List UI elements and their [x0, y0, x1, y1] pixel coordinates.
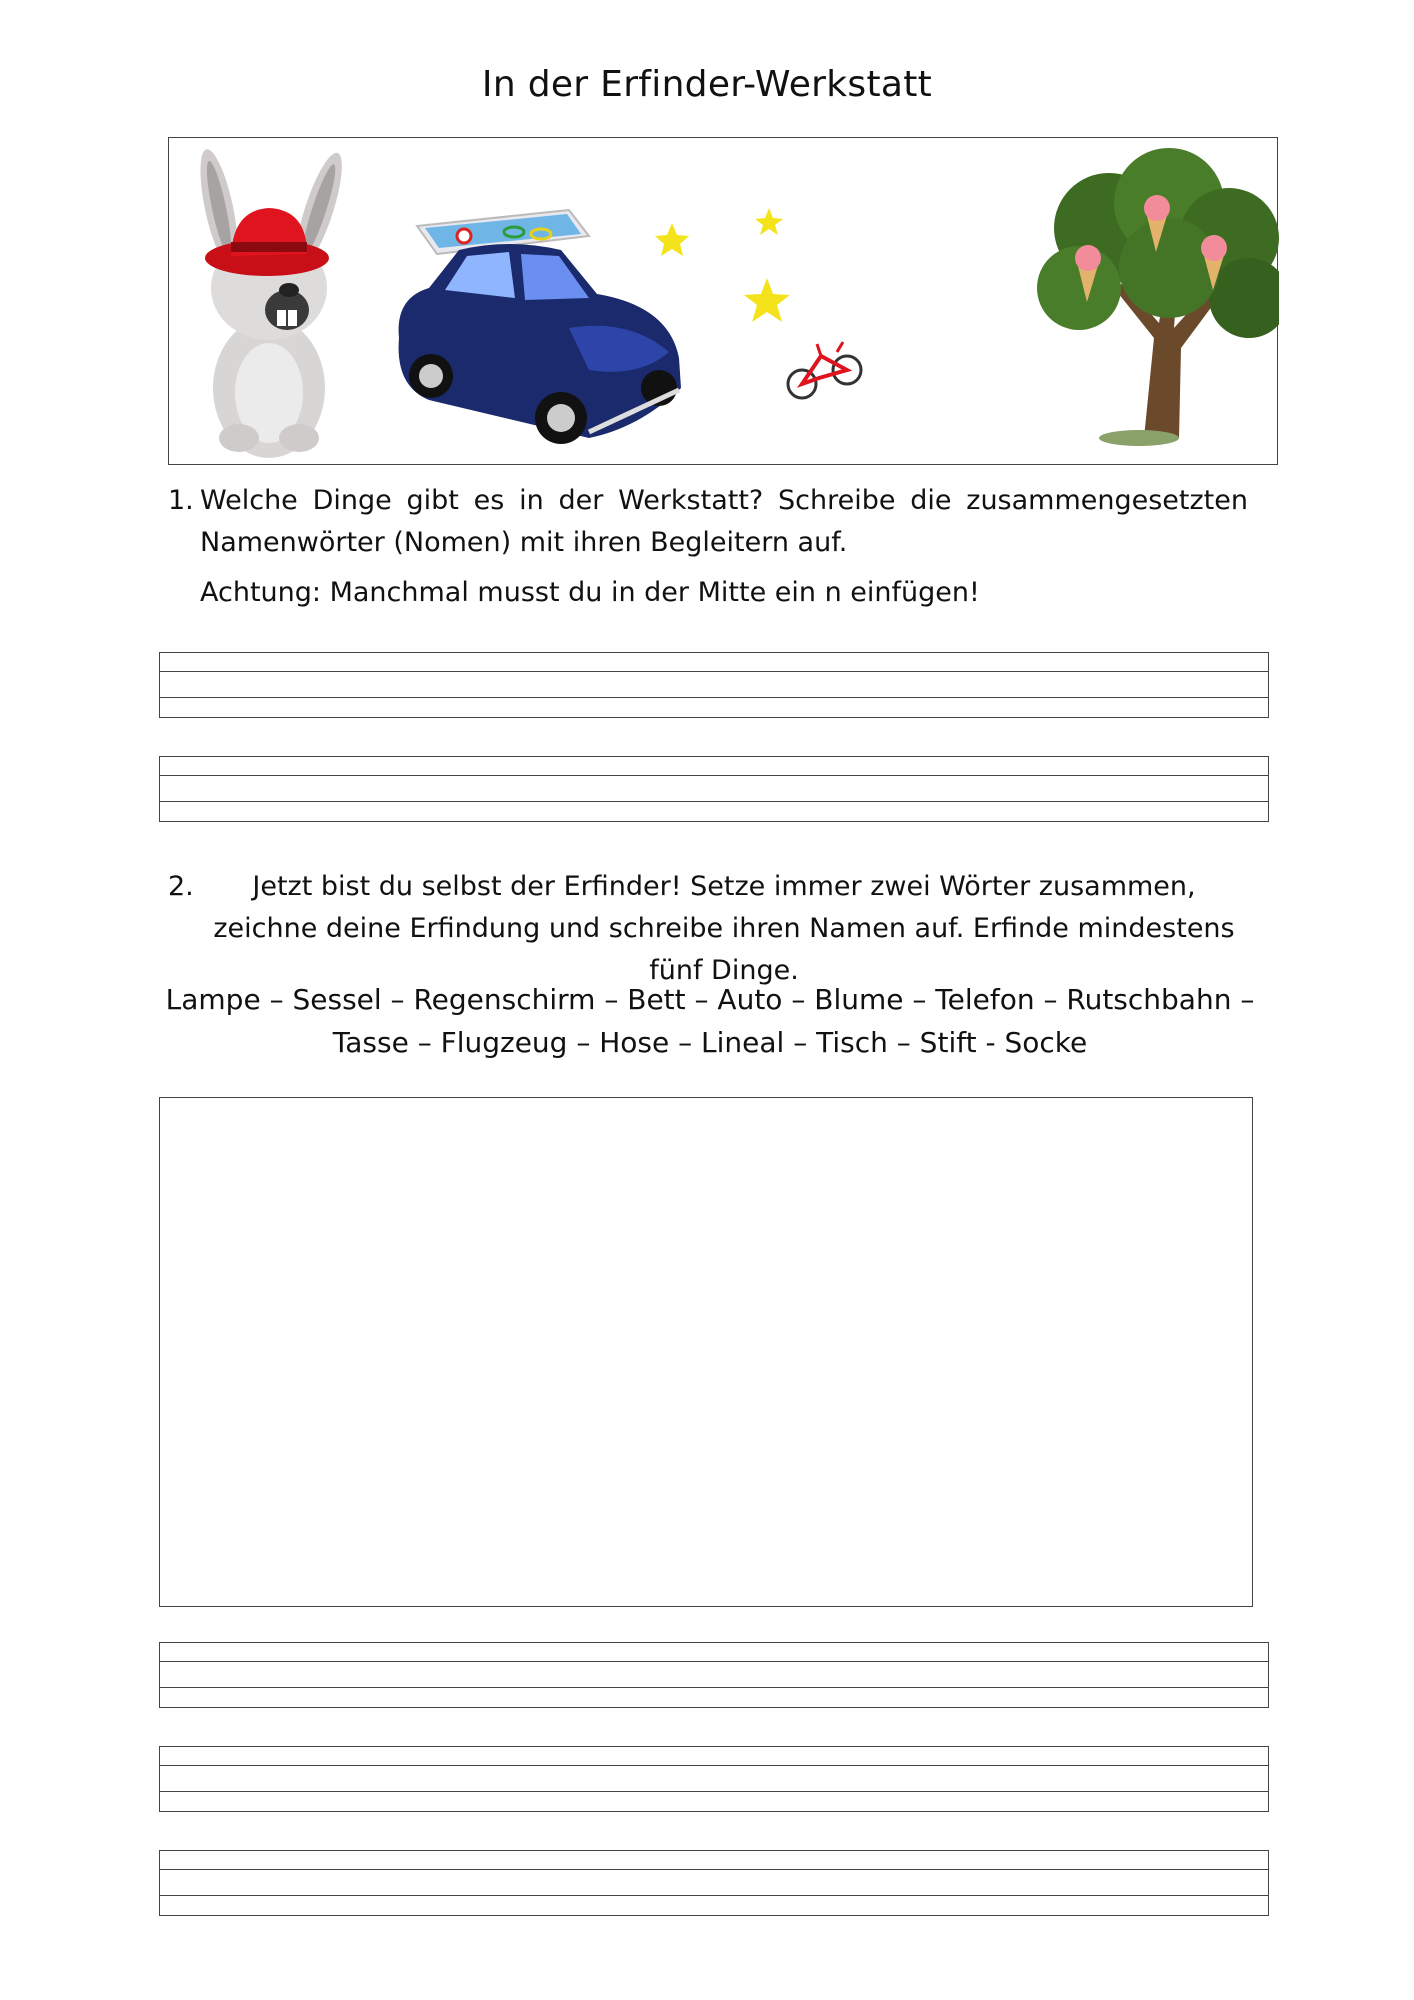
writing-lines[interactable] [159, 1850, 1269, 1916]
drawing-box[interactable] [159, 1097, 1253, 1607]
rabbit-with-hat-illustration [193, 146, 351, 458]
writing-lines[interactable] [159, 1642, 1269, 1708]
task-1-note: Achtung: Manchmal musst du in der Mitte ein n einfügen! [200, 577, 980, 608]
line [160, 671, 1268, 672]
task-1-text: Welche Dinge gibt es in der Werkstatt? Schreibe die zusammengesetzten Namenwörter (Nomen) mit ihren Begleitern auf. [200, 485, 1248, 558]
line [160, 801, 1268, 802]
writing-lines[interactable] [159, 756, 1269, 822]
writing-lines[interactable] [159, 1746, 1269, 1812]
moon-with-bicycle-illustration [655, 166, 948, 426]
line [160, 1765, 1268, 1766]
car-with-pool-illustration [399, 210, 681, 444]
word-list-line-2: Tasse – Flugzeug – Hose – Lineal – Tisch – Stift - Socke [332, 1026, 1088, 1059]
line [160, 1791, 1268, 1792]
line [160, 775, 1268, 776]
line [160, 1895, 1268, 1896]
task-2-number: 2. [168, 871, 194, 902]
tree-with-ice-cream-illustration [1037, 148, 1279, 446]
illustration-art [169, 138, 1279, 466]
illustration-panel [168, 137, 1278, 465]
line [160, 697, 1268, 698]
task-1-number: 1. [168, 485, 194, 516]
page-title: In der Erfinder-Werkstatt [481, 64, 933, 105]
line [160, 1661, 1268, 1662]
task-2-text: Jetzt bist du selbst der Erfinder! Setze immer zwei Wörter zusammen, zeichne deine Erfindung und schreibe ihren Namen auf. Erfinde mindestens fünf Dinge. [213, 871, 1235, 986]
writing-lines[interactable] [159, 652, 1269, 718]
word-list-line-1: Lampe – Sessel – Regenschirm – Bett – Auto – Blume – Telefon – Rutschbahn – [165, 983, 1255, 1016]
line [160, 1687, 1268, 1688]
word-list [160, 978, 1260, 1064]
line [160, 1869, 1268, 1870]
